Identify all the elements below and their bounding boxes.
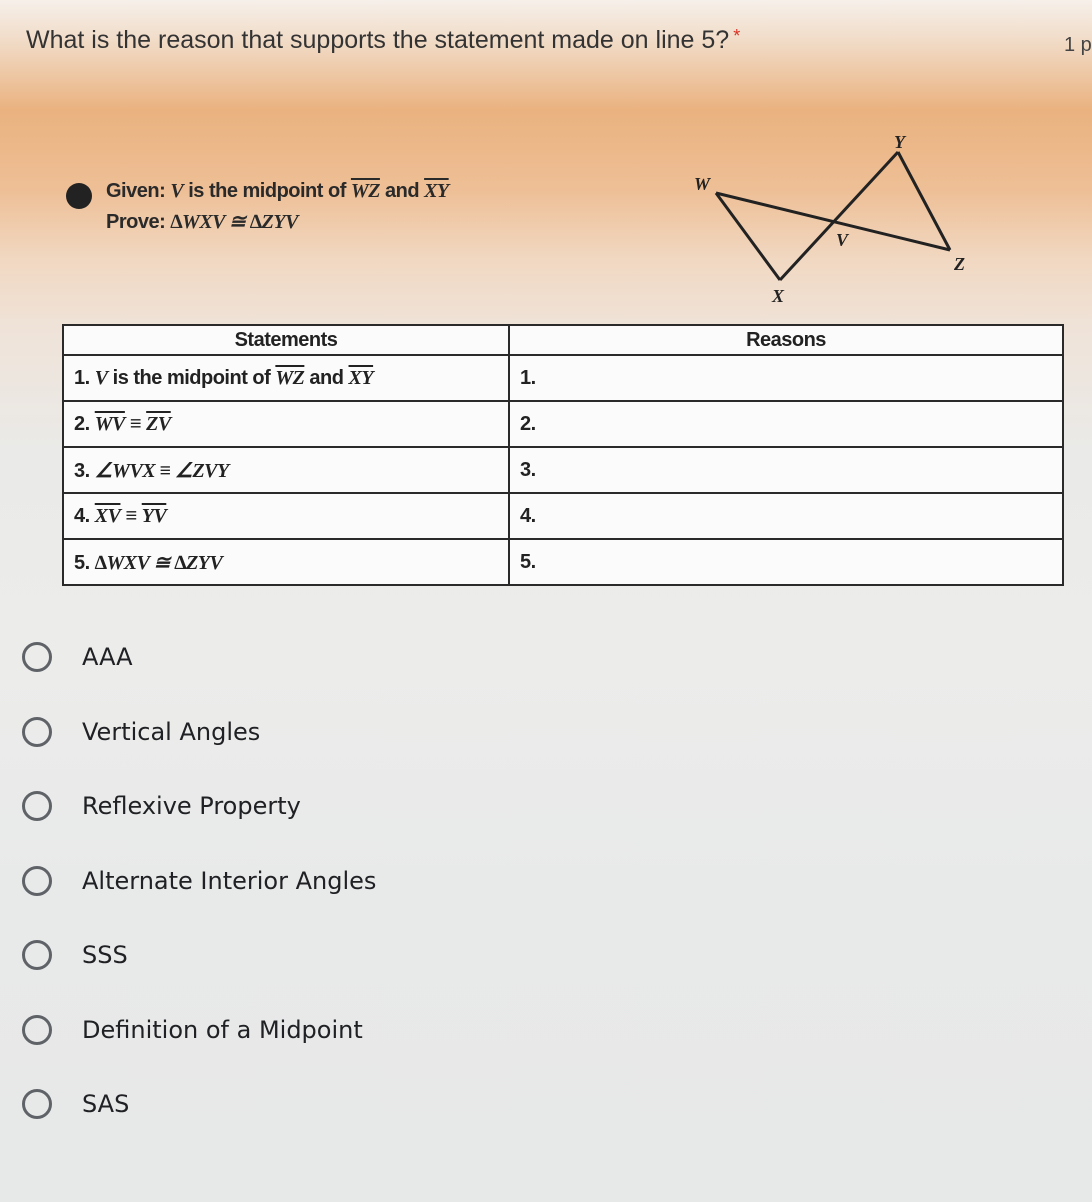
statement-2: 2. $\overline{WV} \equiv \overline{ZV}$ xyxy=(63,401,509,447)
given-label: Given: xyxy=(106,180,166,202)
header-reasons: Reasons xyxy=(509,325,1063,355)
reason-4: 4. xyxy=(509,493,1063,539)
statement-4: 4. $\overline{XV} \equiv \overline{YV}$ xyxy=(63,493,509,539)
header-statements: Statements xyxy=(63,325,509,355)
radio-button[interactable] xyxy=(22,1015,52,1045)
label-w: W xyxy=(694,174,711,194)
prove-statement: ∆WXV ≅ ∆ZYV xyxy=(170,211,298,233)
triangle-diagram xyxy=(680,130,980,310)
reason-5: 5. xyxy=(509,539,1063,585)
option-label[interactable]: SSS xyxy=(82,941,128,969)
prove-label: Prove: xyxy=(106,211,166,233)
given-text: is the midpoint of xyxy=(183,180,351,202)
option-label[interactable]: Vertical Angles xyxy=(82,717,261,746)
reason-3: 3. xyxy=(509,447,1063,493)
bullet-icon xyxy=(66,183,92,209)
given-segment-xy: $\overline{XY}$ xyxy=(424,180,449,202)
question-title xyxy=(26,26,740,55)
label-y: Y xyxy=(894,132,905,152)
statement-5: 5. ∆WXV ≅ ∆ZYV xyxy=(63,539,509,585)
radio-button[interactable] xyxy=(22,940,52,970)
radio-button[interactable] xyxy=(22,1089,52,1119)
label-v: V xyxy=(836,230,849,250)
option-label[interactable]: Reflexive Property xyxy=(82,792,301,820)
segment-yz xyxy=(898,152,950,250)
label-z: Z xyxy=(954,254,965,274)
table-header-row xyxy=(63,325,1063,355)
reason-1: 1. xyxy=(509,355,1063,401)
reason-2: 2. xyxy=(509,401,1063,447)
question-text: What is the reason that supports the statement made on line 5? xyxy=(26,26,730,54)
prove-line xyxy=(106,209,298,234)
table-row xyxy=(63,493,1063,539)
points-label: 1 p xyxy=(1064,34,1092,56)
given-line xyxy=(106,180,449,203)
statement-3: 3. ∠WVX ≡ ∠ZVY xyxy=(63,447,509,493)
label-x: X xyxy=(772,286,785,306)
radio-button[interactable] xyxy=(22,791,52,821)
proof-table xyxy=(62,324,1064,586)
given-and: and xyxy=(379,180,425,202)
radio-button[interactable] xyxy=(22,717,52,747)
table-row xyxy=(63,447,1063,493)
option-label[interactable]: AAA xyxy=(82,643,133,671)
given-segment-wz: $\overline{WZ}$ xyxy=(350,180,380,202)
table-row xyxy=(63,355,1063,401)
given-point: V xyxy=(170,180,184,202)
option-label[interactable]: Alternate Interior Angles xyxy=(82,866,377,895)
radio-button[interactable] xyxy=(22,642,52,672)
table-row xyxy=(63,539,1063,585)
radio-button[interactable] xyxy=(22,866,52,896)
table-row xyxy=(63,401,1063,447)
segment-xy xyxy=(780,152,898,280)
option-label[interactable]: SAS xyxy=(82,1090,130,1118)
option-label[interactable]: Definition of a Midpoint xyxy=(82,1015,363,1044)
statement-1: 1. V is the midpoint of $\overline{WZ}$ and $\overline{XY}$ xyxy=(63,355,509,401)
required-marker: * xyxy=(733,26,741,46)
